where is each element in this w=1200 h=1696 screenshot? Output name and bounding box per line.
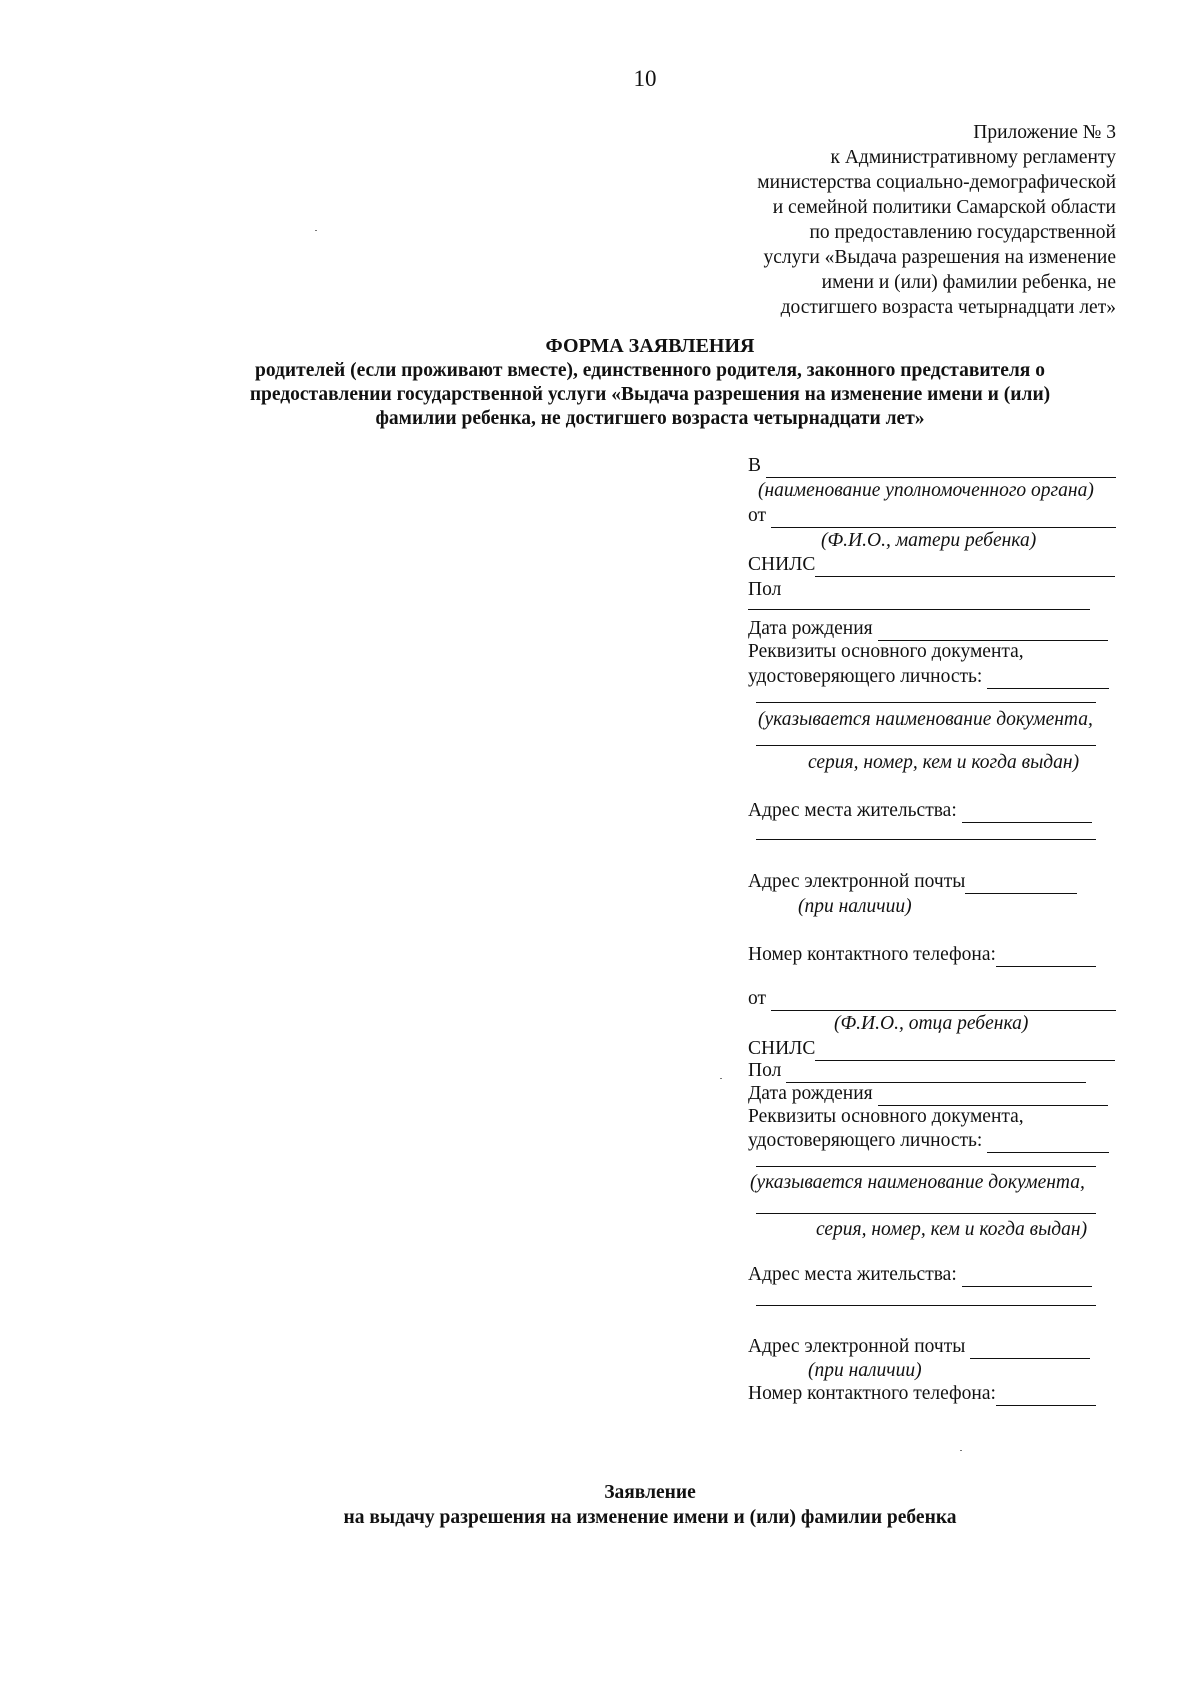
- father-birth-row: [748, 1083, 1108, 1106]
- mother-address-line-2[interactable]: [756, 839, 1096, 840]
- mother-sex-label: Пол: [748, 579, 782, 600]
- father-doc-line-3[interactable]: [756, 1213, 1096, 1214]
- birth-label: Дата рождения: [748, 1083, 873, 1104]
- appendix-line: министерства социально-демографической: [757, 172, 1116, 193]
- statement-heading: [150, 1480, 1150, 1530]
- appendix-line: к Административному регламенту: [830, 147, 1116, 168]
- address-label: Адрес места жительства:: [748, 1264, 957, 1285]
- appendix-line: достигшего возраста четырнадцати лет»: [780, 297, 1116, 318]
- father-address-field[interactable]: [962, 1264, 1092, 1287]
- mother-email-row: [748, 871, 1077, 894]
- appendix-line: Приложение № 3: [973, 122, 1116, 143]
- mother-phone-row: [748, 944, 1096, 967]
- recipient-field[interactable]: [766, 455, 1116, 478]
- father-name-hint: (Ф.И.О., отца ребенка): [834, 1013, 1029, 1034]
- form-subtitle-line: предоставлении государственной услуги «Выдача разрешения на изменение имени и (или): [249, 384, 1051, 405]
- mother-address-row: [748, 800, 1092, 823]
- appendix-line: имени и (или) фамилии ребенка, не: [821, 272, 1116, 293]
- scan-speck: [315, 230, 317, 231]
- father-doc-hint-2: серия, номер, кем и когда выдан): [816, 1219, 1088, 1240]
- snils-label: СНИЛС: [748, 1038, 816, 1059]
- mother-birth-row: [748, 618, 1108, 641]
- father-sex-field[interactable]: [786, 1060, 1086, 1083]
- mother-doc-line-2[interactable]: [756, 702, 1096, 703]
- from-label: от: [748, 988, 767, 1009]
- mother-name-field[interactable]: [771, 505, 1116, 528]
- mother-address-field[interactable]: [962, 800, 1092, 823]
- scan-speck: [720, 1078, 722, 1079]
- father-email-hint: (при наличии): [808, 1360, 922, 1381]
- father-doc-hint-1: (указывается наименование документа,: [750, 1172, 1085, 1193]
- snils-label: СНИЛС: [748, 554, 816, 575]
- father-doc-label-1: Реквизиты основного документа,: [748, 1106, 1024, 1127]
- sex-label: Пол: [748, 1060, 782, 1081]
- recipient-label: В: [748, 455, 762, 476]
- father-phone-field[interactable]: [996, 1383, 1096, 1406]
- father-doc-line-2[interactable]: [756, 1166, 1096, 1167]
- from-label: от: [748, 505, 767, 526]
- mother-name-hint: (Ф.И.О., матери ребенка): [821, 530, 1037, 551]
- father-snils-row: [748, 1038, 1115, 1061]
- father-doc-field[interactable]: [987, 1130, 1109, 1153]
- father-email-row: [748, 1336, 1090, 1359]
- appendix-line: и семейной политики Самарской области: [772, 197, 1116, 218]
- mother-name-row: [748, 505, 1116, 528]
- recipient-hint: (наименование уполномоченного органа): [758, 480, 1094, 501]
- father-sex-row: [748, 1060, 1086, 1083]
- father-name-row: [748, 988, 1116, 1011]
- appendix-line: услуги «Выдача разрешения на изменение: [763, 247, 1116, 268]
- mother-phone-field[interactable]: [996, 944, 1096, 967]
- scan-speck: [960, 1450, 962, 1451]
- birth-label: Дата рождения: [748, 618, 873, 639]
- mother-doc-line-3[interactable]: [756, 745, 1096, 746]
- mother-sex-field[interactable]: [748, 609, 1090, 610]
- mother-snils-field[interactable]: [815, 554, 1115, 577]
- father-doc-row: [748, 1130, 1109, 1153]
- mother-doc-hint-2: серия, номер, кем и когда выдан): [808, 752, 1080, 773]
- mother-snils-row: [748, 554, 1115, 577]
- recipient-row: [748, 455, 1116, 478]
- mother-doc-label-2: удостоверяющего личность:: [748, 666, 983, 687]
- father-address-row: [748, 1264, 1092, 1287]
- father-birth-field[interactable]: [878, 1083, 1108, 1106]
- address-label: Адрес места жительства:: [748, 800, 957, 821]
- form-subtitle-line: фамилии ребенка, не достигшего возраста четырнадцати лет»: [375, 408, 925, 429]
- father-snils-field[interactable]: [815, 1038, 1115, 1061]
- mother-doc-label-1: Реквизиты основного документа,: [748, 641, 1024, 662]
- form-title: ФОРМА ЗАЯВЛЕНИЯ: [545, 335, 755, 357]
- father-name-field[interactable]: [771, 988, 1116, 1011]
- mother-doc-row: [748, 666, 1109, 689]
- mother-birth-field[interactable]: [878, 618, 1108, 641]
- father-doc-label-2: удостоверяющего личность:: [748, 1130, 983, 1151]
- appendix-line: по предоставлению государственной: [809, 222, 1116, 243]
- appendix-header: [757, 120, 1116, 320]
- mother-doc-field[interactable]: [987, 666, 1109, 689]
- father-address-line-2[interactable]: [756, 1305, 1096, 1306]
- phone-label: Номер контактного телефона:: [748, 1383, 996, 1404]
- mother-email-field[interactable]: [965, 871, 1077, 894]
- father-email-field[interactable]: [970, 1336, 1090, 1359]
- phone-label: Номер контактного телефона:: [748, 944, 996, 965]
- father-phone-row: [748, 1383, 1096, 1406]
- mother-email-hint: (при наличии): [798, 896, 912, 917]
- statement-title: Заявление: [604, 1482, 696, 1503]
- form-heading: [150, 334, 1150, 431]
- email-label: Адрес электронной почты: [748, 1336, 966, 1357]
- form-subtitle-line: родителей (если проживают вместе), единственного родителя, законного представителя о: [255, 360, 1045, 381]
- page-number: 10: [633, 66, 657, 91]
- mother-doc-hint-1: (указывается наименование документа,: [758, 709, 1093, 730]
- email-label: Адрес электронной почты: [748, 871, 966, 892]
- statement-subtitle: на выдачу разрешения на изменение имени и (или) фамилии ребенка: [343, 1507, 957, 1528]
